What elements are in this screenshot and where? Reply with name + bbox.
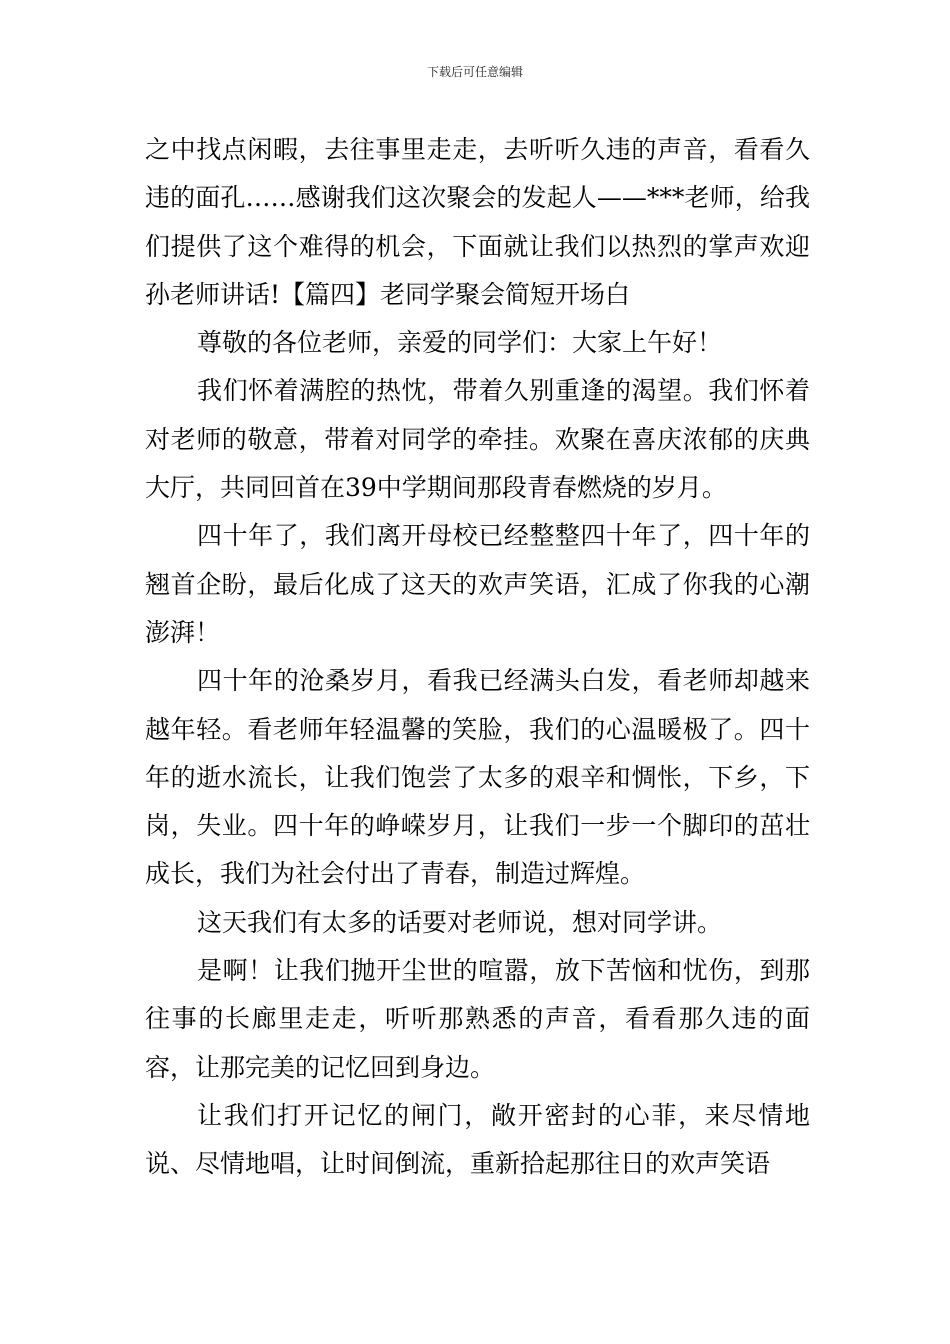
page-header: 下载后可任意编辑 <box>426 65 523 79</box>
paragraph-3: 我们怀着满腔的热忱，带着久别重逢的渴望。我们怀着对老师的敬意，带着对同学的牵挂。欢聚在喜庆浓郁的庆典大厅，共同回首在39中学期间那段青春燃烧的岁月。 <box>145 376 810 503</box>
paragraph-1: 之中找点闲暇，去往事里走走，去听听久违的声音，看看久违的面孔……感谢我们这次聚会的发起人——***老师，给我们提供了这个难得的机会，下面就让我们以热烈的掌声欢迎孙老师讲话!【篇四】老同学聚会简短开场白 <box>145 135 810 309</box>
paragraph-4: 四十年了，我们离开母校已经整整四十年了，四十年的翘首企盼，最后化成了这天的欢声笑语，汇成了你我的心潮澎湃！ <box>145 521 810 647</box>
paragraph-7: 是啊！让我们抛开尘世的喧嚣，放下苦恼和忧伤，到那往事的长廊里走走，听听那熟悉的声音，看看那久违的面容，让那完美的记忆回到身边。 <box>145 956 810 1082</box>
paragraph-2: 尊敬的各位老师，亲爱的同学们：大家上午好！ <box>197 328 723 358</box>
paragraph-8: 让我们打开记忆的闸门，敞开密封的心菲，来尽情地说、尽情地唱，让时间倒流，重新拾起那往日的欢声笑语 <box>145 1100 810 1179</box>
paragraph-6: 这天我们有太多的话要对老师说，想对同学讲。 <box>197 907 723 937</box>
document-body <box>145 126 810 1189</box>
paragraph-5: 四十年的沧桑岁月，看我已经满头白发，看老师却越来越年轻。看老师年轻温馨的笑脸，我们的心温暖极了。四十年的逝水流长，让我们饱尝了太多的艰辛和惆怅，下乡，下岗，失业。四十年的峥嵘岁月，让我们一步一个脚印的茁壮成长，我们为社会付出了青春，制造过辉煌。 <box>145 666 810 889</box>
